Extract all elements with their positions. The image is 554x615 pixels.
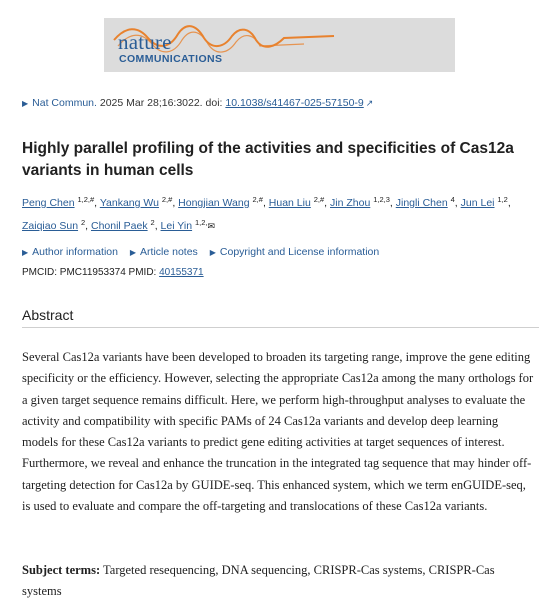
author-link[interactable]: Peng Chen (22, 197, 75, 209)
pmid-link[interactable]: 40155371 (159, 267, 204, 278)
author-link[interactable]: Jin Zhou (330, 197, 371, 209)
triangle-right-icon: ▶ (129, 248, 137, 257)
triangle-right-icon: ▶ (209, 248, 216, 257)
author-link[interactable]: Huan Liu (268, 197, 311, 209)
journal-banner[interactable] (104, 18, 455, 72)
article-info-links (22, 246, 388, 258)
abstract-text: Several Cas12a variants have been developed to broaden its targeting range, improve the gene editing specificity or the efficiency. However, selecting the appropriate Cas12a among the many orthologs for a given target sequence remains difficult. Here, we perform high-throughput analyses to evaluate the activity and compatibility with specific PAMs of 24 Cas12a variants and develop deep learning models for these Cas12a variants to predict gene editing activities at target sequences of interest. Furthermore, we reveal and enhance the truncation in the integrated tag sequence that may hinder off-targeting detection for Cas12a by GUIDE-seq. This enhanced system, which we term enGUIDE-seq, is used to evaluate and compare the off-targeting and translocations of these Cas12a variants. (22, 350, 534, 514)
author-affiliation: 2,# (252, 195, 263, 204)
article-notes-toggle[interactable] (130, 246, 198, 258)
author-link[interactable]: Zaiqiao Sun (22, 220, 79, 232)
triangle-right-icon: ▶ (22, 99, 29, 108)
author-link[interactable]: Chonil Paek (90, 220, 148, 232)
author-link[interactable]: Jun Lei (460, 197, 495, 209)
author-affiliation: 1,2 (497, 195, 508, 204)
pmcid-value: PMC11953374 (59, 267, 126, 278)
triangle-right-icon: ▶ (22, 248, 29, 257)
doi-link[interactable]: 10.1038/s41467-025-57150-9 (225, 97, 364, 109)
subject-terms-list: Targeted resequencing, DNA sequencing, CRISPR-Cas systems, CRISPR-Cas systems (22, 563, 495, 598)
author-link[interactable]: Jingli Chen (395, 197, 448, 209)
external-link-icon[interactable]: ↗ (365, 98, 374, 108)
author-information-toggle[interactable] (22, 246, 118, 258)
author-affiliation: 1,2, (195, 218, 208, 227)
article-identifiers (22, 267, 204, 278)
copyright-label: Copyright and License information (219, 246, 380, 258)
author-link[interactable]: Hongjian Wang (178, 197, 250, 209)
article-title: Highly parallel profiling of the activities and specificities of Cas12a variants in human cells (22, 140, 514, 179)
subject-terms-label: Subject terms: (22, 563, 101, 577)
journal-link[interactable]: Nat Commun. (32, 97, 97, 109)
citation-line (22, 97, 373, 109)
author-affiliation: 1,2,3 (373, 195, 390, 204)
author-link[interactable]: Yankang Wu (99, 197, 159, 209)
author-link[interactable]: Lei Yin (160, 220, 193, 232)
citation-details: 2025 Mar 28;16:3022. doi: (99, 97, 223, 109)
author-information-label: Author information (32, 246, 118, 258)
abstract-heading: Abstract (22, 307, 74, 323)
pmid-label: PMID: (128, 267, 157, 278)
author-affiliation: 4 (450, 195, 455, 204)
subject-terms (22, 560, 537, 602)
author-list: Peng Chen $^{1,2,\#}$, Yankang Wu $^{2,\#}$, Hongjian Wang $^{2,\#}$, Huan Liu $^{2,\#}$, Jin Zhou $^{1,2,3}$, Jingli Chen $^4$, Jun Lei $^{1,2}$, Zaiqiao Sun $^2$, Chonil Paek $^2$, Lei Yin $^{1,2,}$✉ (22, 195, 511, 232)
author-affiliation: 2,# (313, 195, 325, 204)
section-divider (22, 327, 539, 328)
article-notes-label: Article notes (140, 246, 198, 258)
author-affiliation: 2 (80, 218, 86, 227)
author-affiliation: 2 (150, 218, 155, 227)
logo-communications-text: COMMUNICATIONS (119, 53, 223, 65)
pmcid-label: PMCID: (22, 267, 57, 278)
logo-nature-text: nature (118, 30, 172, 54)
author-affiliation: 1,2,# (77, 195, 95, 204)
envelope-icon[interactable]: ✉ (207, 221, 216, 231)
copyright-toggle[interactable] (210, 246, 380, 258)
author-affiliation: 2,# (161, 195, 173, 204)
